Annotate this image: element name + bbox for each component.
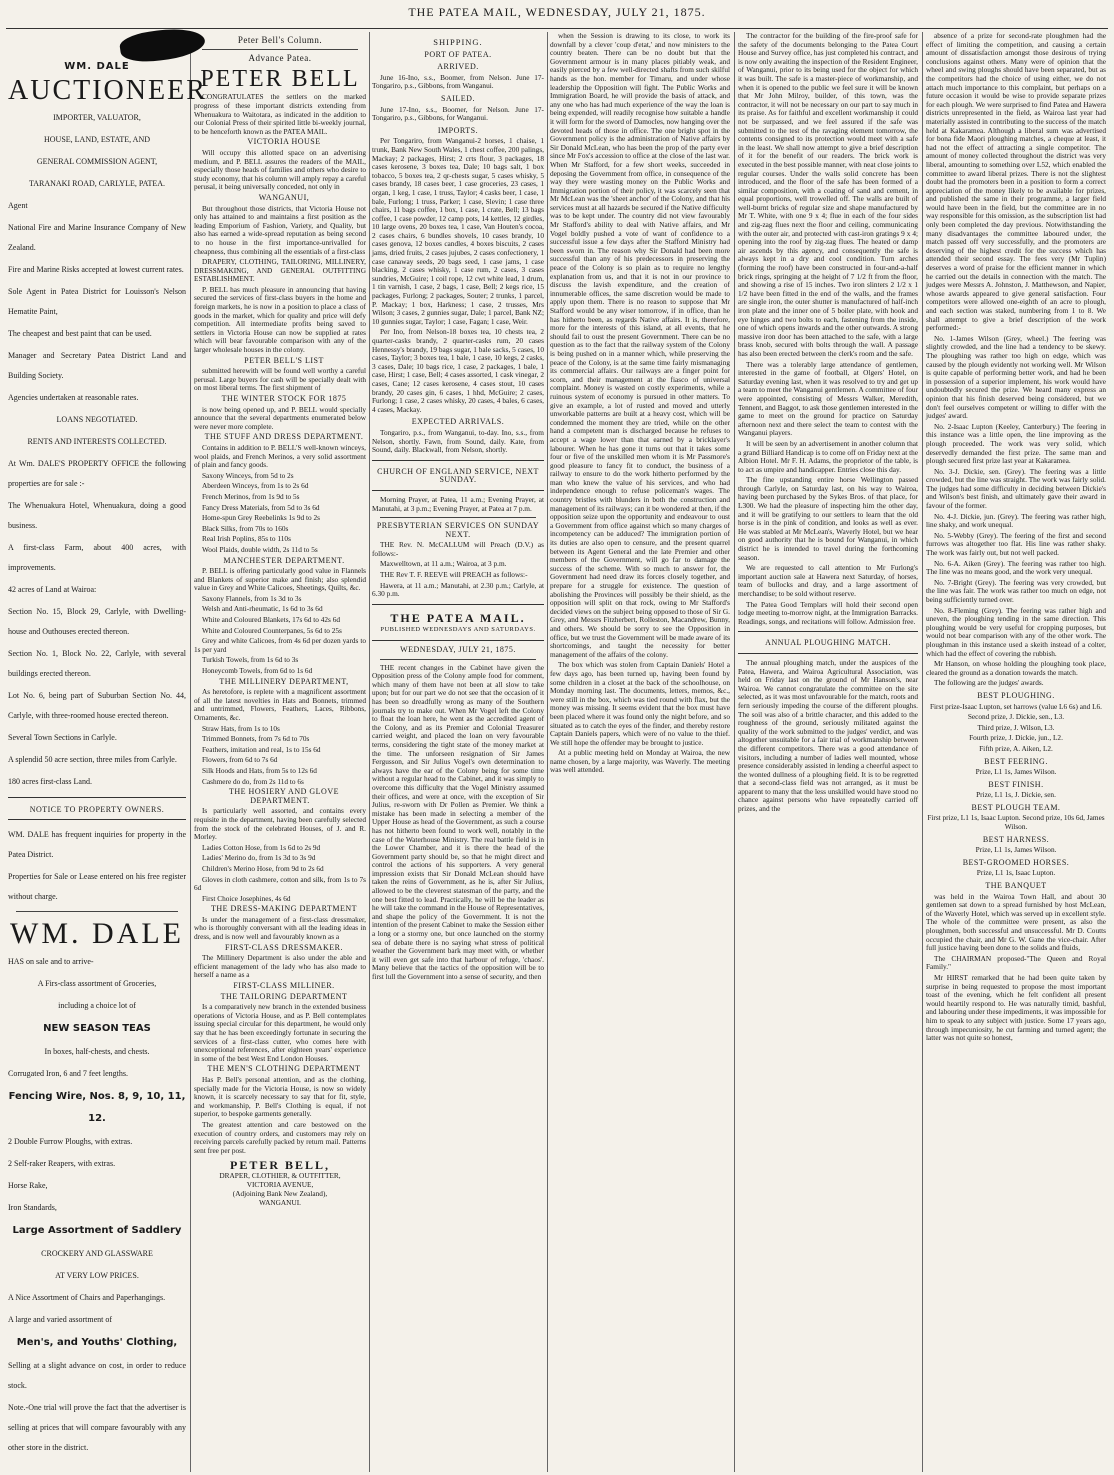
department-heading: THE MEN'S CLOTHING DEPARTMENT — [207, 1064, 361, 1074]
advert-paragraph: Saxony Flannels, from 1s 3d to 3s — [202, 593, 302, 603]
column-rule — [547, 32, 548, 1472]
advert-paragraph: Wool Plaids, double width, 2s 11d to 5s — [202, 544, 318, 554]
advert-paragraph: P. BELL has much pleasure in announcing that having secured the services of first-class buyers in the home and foreign markets, he is now in a position to place a class of goods in the market, which for quality and price will defy competition. All intermediate profits being saved to settlers in Victoria House can now be supplied at rates which will bear favourable comparison with any of the larger wholesale houses in the colony. — [194, 284, 366, 355]
department-heading: THE WINTER STOCK FOR 1875 — [221, 394, 347, 403]
signature-line: VICTORIA AVENUE, — [246, 1179, 314, 1189]
advert-line: LOANS NEGOTIATED. — [56, 415, 138, 425]
advert-paragraph: As heretofore, is replete with a magnificent assortment of all the latest novelties in Hats and Bonnets, trimmed and untrimmed, Flowers, Feathers, Laces, Ribbons, Ornaments, &c. — [194, 687, 366, 722]
department-heading: THE HOSIERY AND GLOVE DEPARTMENT. — [229, 787, 339, 805]
ploughing-entry: No. 2-Isaac Lupton (Keeley, Canterbury.) The feering in this instance was a little open, the line improving as the plough proceeded. The work was very solid, which deservedly demanded the first prize. The same man and plough secured first prize last year at Kakaramea. — [926, 421, 1106, 466]
advert-line: National Fire and Marine Insurance Company of New Zealand. — [8, 223, 186, 253]
advert-paragraph: Is particularly well assorted, and contains every requisite in the department, having been carefully selected from the stock of the celebrated Houses, of J. and R. Morley. — [194, 806, 366, 842]
presbyterian-text: Hawera, at 11 a.m.; Manutahi, at 2.30 p.m.; Carlyle, at 6.30 p.m. — [372, 580, 544, 599]
sale-line: CROCKERY AND GLASSWARE — [41, 1249, 153, 1259]
masthead-subtitle: PUBLISHED WEDNESDAYS AND SATURDAYS. — [380, 626, 536, 634]
advert-paragraph: Ladies' Merino do, from 1s 3d to 3s 9d — [202, 853, 316, 863]
department-heading: THE TAILORING DEPARTMENT — [220, 991, 348, 1001]
news-paragraph: The contractor for the building of the fire-proof safe for the safety of the documents belonging to the Patea Court House and Survey office, has just completed his contract, and is now only awaiting the inspection of the Resident Engineer, of Wanganui, prior to its being used for the object for which it was built. The safe is a master-piece of workmanship, and when it is opened to the public we feel sure it will be known that Mr John Milroy, builder, of this town, was the contractor, it will not be necessary on our part to say much in its praise. As for faithful and excellent workmanship it could not be surpassed, and we feel assured if the safe was submitted to the test of the ravaging element tomorrow, the contents consigned to its protection would meet with a safe in the least. We shall now attempt to give a brief description of it for the benefit of our readers. The brick work is executed in the best possible manner, with neat close joints to regular courses. Under the walls solid concrete has been introduced, and the floor of the safe has been formed of a similar composition, with a coating of sand and cement, in equal proportions, well trowelled off. The walls are built of well-burnt bricks of regular size and shape manufactured by Mr T. White, with one 9 x 4; flue in each of the four sides and zig-zag flues next the floor and ceiling, communicating with the outer air, and protected with cast-iron gratings 9 x 4; opening into the roof by zig-zag flues. The heated or damp air ascends by this agency, and consequently the safe is always kept in a dry and cool condition. Turn arches (forming the roof) have been constructed in four-and-a-half brick rings, springing at the height of 7 1/2 ft from the floor, and showing a rise of 15 inches. Two iron slinters 2 1/2 x 1 1/2 have been fitted in the end of the walls, and the frames are single iron, the outer shutter is manufactured of half-inch iron plate and the inner one of 5 boiler plate, with hook and eye hinges and two bolts to each, fastening from the inside, one of which opens inwards and the other outwards. A strong massive iron door has been attached to the safe, with a large brass knob, secured with bolts through the wall. A passage has also been erected between the clerk's room and the safe. — [738, 31, 919, 358]
best-team-heading: BEST PLOUGH TEAM. — [971, 802, 1061, 812]
advert-paragraph: Has P. Bell's personal attention, and as the clothing, specially made for the Victoria House, is now so widely known, it is scarcely necessary to say that for fit, style, and workmanship, P. Bell's Clothing is equal, if not superior, to bespoke garments generally. — [194, 1074, 366, 1119]
advert-paragraph: Contains in addition to P. BELL'S well-known winceys, wool plaids, and French Merinos, a very solid assortment of plain and fancy goods. — [194, 442, 366, 470]
column-rule — [369, 32, 370, 1472]
sale-line: Large Assortment of Saddlery — [12, 1225, 182, 1237]
column-rule — [190, 32, 191, 1472]
advert-line: Section No. 1, Block No. 22, Carlyle, with several buildings erected thereon. — [8, 649, 186, 679]
advert-paragraph: DRAPERY, CLOTHING, TAILORING, MILLINERY, DRESSMAKING, AND GENERAL OUTFITTING ESTABLISHMENT. — [194, 257, 366, 284]
shipping-heading: SHIPPING. — [433, 37, 483, 47]
department-heading: MANCHESTER DEPARTMENT. — [223, 555, 345, 565]
notice-body — [8, 825, 186, 907]
signature-line: (Adjoining Bank New Zealand), — [232, 1188, 328, 1198]
sale-line: Iron Standards, — [8, 1203, 57, 1213]
advert-line: RENTS AND INTERESTS COLLECTED. — [27, 437, 167, 447]
advert-title: AUCTIONEER — [8, 75, 207, 107]
sale-line: Horse Rake, — [8, 1181, 48, 1191]
best-finish-heading: BEST FINISH. — [988, 779, 1044, 789]
sailed-heading: SAILED. — [441, 93, 475, 103]
column-editorial-continued — [550, 32, 730, 1472]
advert-paragraph: Cashmere do do, from 2s 11d to 6s — [202, 776, 304, 786]
advert-paragraph: The greatest attention and care bestowed on the execution of country orders, and customers may rely on receiving parcels carefully packed by return mail. Patterns sent free per post. — [194, 1119, 366, 1155]
news-paragraph: The Patea Good Templars will hold their second open lodge meeting to-morrow night, at the Immigration Barracks. Readings, songs, and recitations will follow. Admission free. — [738, 599, 918, 626]
news-paragraph: The fine upstanding entire horse Wellington passed through Carlyle, on Saturday last, on his way to Wairoa, having been purchased by the Sykes Bros. of that place, for L300. We had the pleasure of inspecting him the other day, and it will be gratifying to our settlers to learn that the old horse is in the pink of condition, and looks as well as ever. He was stabled at Mr McLean's, Waverly Hotel, but we hear on good authority that he is bound for Wanganui, in which district he is intended to travel during the forthcoming season. — [738, 475, 918, 562]
advert-line: Manager and Secretary Patea District Land and Building Society. — [8, 351, 186, 381]
ploughing-entry: No. 4-J. Dickie, jun. (Grey). The feering was rather high, line shaky, and work unequal. — [926, 511, 1106, 530]
best-team-prize: First prize, L1 1s, Isaac Lupton. Second prize, 10s 6d, James Wilson. — [927, 813, 1105, 832]
divider — [16, 911, 178, 912]
arrived-text: June 16-Ino, s.s., Boomer, from Nelson. June 17-Tongariro, p.s., Gibbons, from Wanganui. — [372, 72, 544, 91]
advert-paragraph: Children's Merino Hose, from 9d to 2s 6d — [202, 863, 324, 873]
advert-paragraph: Home-spun Grey Reebelinks 1s 9d to 2s — [202, 513, 320, 523]
expected-heading: EXPECTED ARRIVALS. — [411, 417, 505, 427]
best-finish-prize: Prize, L1 1s, J. Dickie, sen. — [976, 790, 1056, 800]
advert-line: 180 acres first-class Land. — [8, 777, 92, 787]
news-paragraph: It will be seen by an advertisement in another column that a grand Billiard Handicap is to come off on Friday next at the Albion Hotel. Mr F. H. Adams, the proprietor of the table, is to act as umpire and handicapper. Entries close this day. — [738, 438, 918, 474]
advert-paragraph: Aberdeen Winceys, from 1s to 2s 6d — [202, 481, 309, 491]
sale-line: 2 Double Furrow Ploughs, with extras. — [8, 1137, 133, 1147]
advert-body — [194, 93, 366, 1155]
advert-paragraph: White and Coloured Counterpanes, 5s 6d to 25s — [202, 625, 342, 635]
banquet-paragraph: The CHAIRMAN proposed-"The Queen and Royal Family." — [926, 953, 1106, 972]
prize-line: First prize-Isaac Lupton, set harrows (value L6 6s) and L6. — [929, 701, 1103, 711]
ploughing-entry: Mr Hanson, on whose holding the ploughing took place, cleared the ground as a donation towards the match. — [926, 659, 1106, 677]
advert-paragraph: Is a comparatively new branch in the extended business operations of Victoria House, and as P. Bell contemplates issuing special circular for this department, he would only say that he has been exceedingly fortunate in securing the services of a first-class cutter, who comes here with unexceptional references, after eighteen years' experience in some of the best West End London Houses. — [194, 1002, 366, 1063]
port-heading: PORT OF PATEA. — [424, 49, 492, 59]
department-heading: WANGANUI, — [258, 192, 310, 202]
ploughing-entry: No. 3-J. Dickie, sen. (Grey). The feering was a little crowded, but the line was straight. The work was fairly solid. The judges had some difficulty in deciding between Dickie's and Wilson's best finish, and ultimately gave their award in favour of the former. — [926, 466, 1106, 511]
advertiser-name: WM. DALE — [64, 61, 130, 72]
column-ploughing — [926, 32, 1106, 1472]
presbyterian-text: THE Rev. N. McCALLUM will Preach (D.V.) as follows:- — [372, 540, 544, 558]
department-heading: THE MILLINERY DEPARTMENT, — [219, 676, 349, 686]
advert-paragraph: P. BELL is offering particularly good value in Flannels and Blankets of superior make and finish; also splendid value in Grey and White Calicoes, Sheetings, Quilts, &c. — [194, 566, 366, 593]
editorial-paragraph: THE recent changes in the Cabinet have given the Opposition press of the Colony ample food for comment, which many of them have not been at all slow to take upon; but for our part we do not see that the occasion of it has been so dreadfully wrong as many of the Southern journals try to make out. When Mr Vogel left the Colony to float the loan here, he went as the accredited agent of the Colony, and as its Premier and Colonial Treasurer carried weight, and placed the loan on very favourable terms, considering the tight state of the money market at the time. The unforseen resignation of Sir James Fergusson, and Sir Julius Vogel's own determination to always have the ear of the Colony being for some time without a regular head to the Cabinet, and it was simply to overcome this difficulty that the Vogel Ministry assumed their offices, and were at once, with the exception of Sir Julius, re-sworn with Dr Pollen as Premier. We think a mistake has been made in selecting a member of the Upper House as head of the Government, as such a course has not hitherto been found to work well, notably in the case of the Waterhouse Ministry. The real battle field is in the Lower Chamber, and it is there the head of the Government party should be, so that he might direct and control the actions of his supporters. A very general impression exists that Sir Donald McLean should have taken the reins of Government, as he is, after Sir Julius, allowed to be the cleverest statesman of the party, and the one best fitted to lead. Practically, he will be the leader as he will take the command in the House of Representatives, and shape the policy of the Government. It is not the intention of the present Cabinet to make the Session either a long or a stormy one, but once launched on the stormy sea of debate there is no saying what stress of political weather the Government bark may meet with, or whether it will even get safe into that harbour of refuge, 'chaos'. Many believe that the tactics of the opposition will be to first lull the Government into a sense of security, and then — [372, 662, 544, 981]
column-rule — [922, 32, 923, 1472]
prize-line: Third prize, J. Wilson, L3. — [977, 722, 1055, 732]
department-heading: THE STUFF AND DRESS DEPARTMENT. — [204, 432, 364, 442]
divider — [202, 49, 358, 50]
ploughing-entry: No. 5-Webby (Grey). The feering of the first and second furrows was altogether too flat. His line was rather shaky. The work was fairly out, but not well packed. — [926, 530, 1106, 558]
prize-line: Second prize, J. Dickie, sen., L3. — [967, 712, 1065, 722]
column-peter-bell — [194, 32, 366, 1472]
sale-line: A Firs-class assortment of Groceries, — [37, 979, 157, 989]
advert-paragraph: First Choice Josephines, 4s 6d — [202, 893, 291, 903]
banquet-heading: THE BANQUET — [985, 881, 1047, 891]
advert-paragraph: Honeycomb Towels, from 6d to 1s 6d — [202, 666, 313, 676]
advert-paragraph: submitted herewith will be found well worthy a careful perusal. Large buyers for cash will be specially dealt with on most liberal terms. The first shipment of — [194, 366, 366, 393]
presbyterian-text: Maxwelltown, at 11 a.m.; Wairoa, at 3 p.m. — [380, 559, 507, 569]
editorial-body — [550, 32, 730, 775]
best-groomed-heading: BEST-GROOMED HORSES. — [962, 857, 1070, 867]
advert-line: The cheapest and best paint that can be used. — [8, 329, 152, 339]
column-dale-advert — [8, 32, 207, 1472]
ploughing-entries — [926, 335, 1106, 688]
advert-line: Fire and Marine Risks accepted at lowest current rates. — [8, 265, 184, 275]
signature-line: DRAPER, CLOTHIER, & OUTFITTER, — [219, 1170, 341, 1180]
notice-heading: NOTICE TO PROPERTY OWNERS. — [29, 805, 165, 815]
news-paragraph: At a public meeting held on Monday at Wairoa, the new name chosen, by a large majority, was Waverly. The meeting was well attended. — [550, 748, 730, 775]
best-harness-heading: BEST HARNESS. — [982, 834, 1050, 844]
advert-paragraph: Grey and white Calicoes, from 4s 6d per dozen yards to 1s per yard — [194, 636, 366, 654]
advert-paragraph: Will occupy this allotted space on an advertising medium, and P. BELL assures the readers of the MAIL, especially those heads of families and others who desire to study economy, that his column will amply repay a careful perusal, it being universally conceded, not only in — [194, 147, 366, 192]
best-ploughing-list — [926, 703, 1106, 754]
advert-line: Agent — [8, 201, 28, 211]
best-feering-prize: Prize, L1 1s, James Wilson. — [975, 767, 1057, 777]
column-shipping — [372, 32, 544, 1472]
sale-line: In boxes, half-chests, and chests. — [44, 1047, 150, 1057]
advert-line: Sole Agent in Patea District for Louisson's Nelson Hematite Paint, — [8, 287, 186, 317]
ploughing-entry: The following are the judges' awards. — [934, 678, 1044, 688]
church-heading: CHURCH OF ENGLAND SERVICE, NEXT SUNDAY. — [377, 466, 539, 485]
divider — [380, 659, 536, 660]
department-heading: FIRST-CLASS MILLINER. — [233, 981, 335, 991]
advert-line: IMPORTER, VALUATOR, — [53, 113, 141, 123]
masthead: THE PATEA MAIL, WEDNESDAY, JULY 21, 1875. — [408, 5, 706, 19]
sale-line: Fencing Wire, Nos. 8, 9, 10, 11, 12. — [8, 1091, 186, 1125]
advertiser-name-large: WM. DALE — [10, 917, 184, 951]
ploughing-match-heading: ANNUAL PLOUGHING MATCH. — [765, 638, 891, 648]
department-heading: VICTORIA HOUSE — [247, 137, 321, 147]
ploughing-entry: No. 1-James Wilson (Grey, wheel.) The feering was slightly crowded, and the line had a tendency to be skewy. The ploughing was rather too high on edge, which was caused by the plough evidently not working well. Mr Wilson is quite capable of performing better work, and had he been in possession of a superior implement, his work would have undoubtedly secured the prize. We heard many express an opinion that his finish deserved being considered, but we don't feel ourselves competent or willing to differ with the judges' award. — [926, 333, 1106, 421]
news-body — [738, 32, 918, 626]
presbyterian-text: THE Rev T. F. REEVE will PREACH as follows:- — [380, 570, 528, 580]
arrived-heading: ARRIVED. — [437, 62, 479, 72]
advert-paragraph: Saxony Winceys, from 5d to 2s — [202, 470, 294, 480]
advert-line: Several Town Sections in Carlyle. — [8, 733, 117, 743]
department-heading: FIRST-CLASS DRESSMAKER. — [225, 942, 343, 952]
advert-line: A splendid 50 acre section, three miles from Carlyle. — [8, 755, 177, 765]
sale-line: NEW SEASON TEAS — [43, 1023, 151, 1035]
news-paragraph: We are requested to call attention to Mr Furlong's important auction sale at Hawera next Saturday, of horses, team of bullocks and dray, and a large assortment of merchandise; to be sold without reserve. — [738, 563, 918, 598]
news-paragraph: The box which was stolen from Captain Daniels' Hotel a few days ago, has been turned up, having been found by some children in a closet at the back of the schoolhouse, on Monday morning last. The documents, letters, memos, &c., were still in the box, which was tied round with flax, but the money was missing. It seems evident that the box must have been placed where it was found only the night before, and so situated as to catch the eyes of the finder, and thereby restore Captain Daniels papers, which were of no value to the thief. We still hope the offender may be brought to justice. — [550, 660, 730, 747]
advert-paragraph: Is under the management of a first-class dressmaker, who is thoroughly conversant with all the leading ideas in dress, and is now well and favourably known as a — [194, 914, 366, 942]
advert-line: A first-class Farm, about 400 acres, with improvements. — [8, 543, 186, 573]
banquet-text — [926, 893, 1106, 1043]
sale-line: Selling at a slight advance on cost, in order to reduce stock. — [8, 1361, 186, 1391]
advert-paragraph: But throughout those districts, that Victoria House not only has attained to and maintains a first position as the leading Emporium of Fashion, Variety, and Quality, but also has earned a wide-spread reputation as being second to no house in the first importance-unrivalled for cheapness, thus combining all the essentials of a first-class — [194, 203, 366, 256]
advert-line: Agencies undertaken at reasonable rates. — [8, 393, 139, 403]
advert-paragraph: Silk Hoods and Hats, from 5s to 12s 6d — [202, 765, 317, 775]
advert-paragraph: Feathers, imitation and real, 1s to 15s 6d — [202, 744, 321, 754]
column-local-news — [738, 32, 918, 1472]
advert-paragraph: Straw Hats, from 1s to 10s — [202, 723, 280, 733]
advert-line: HOUSE, LAND, ESTATE, AND — [43, 135, 151, 145]
advert-paragraph: Flowers, from 6d to 7s 6d — [202, 755, 278, 765]
church-text: Morning Prayer, at Patea, 11 a.m.; Evening Prayer, at Manutahi, at 3 p.m.; Evening Prayer, at Patea at 7 p.m. — [372, 494, 544, 513]
divider — [380, 517, 536, 518]
imports-text: Per Tongariro, from Wanganui-2 horses, 1 chaise, 1 trunk, Bank New South Wales, 1 chest coffee, 200 palings, Mackay; 2 packages, Hirst; 2 crts flour, 3 packages, 18 cases kerosene, 3 boxes tea, Dale; 10 bags salt, 1 box tobacco, 5 boxes tea, 2 qr-chests sugar, 5 cases whisky, 5 cases brandy, 18 cases beer, 1 case groceries, 23 cases, 1 organ, 1 keg, 1 case, 1 truss, Taylor; 4 casks beer, 1 case, 1 bale, Furlong; 1 truss, Parker; 1 case, Slevin; 1 case three chairs, 11 bags coffee, 1 box, 1 case, 1 crate, Bell; 13 bags coffee, 1 case powder, 12 camp pots, 14 kettles, 12 girdles, 10 large ovens, 20 boxes tea, 1 case, Van Houten's cocoa, 2 cases chairs, 6 bundles shovels, 10 cases brandy, 10 cases genova, 12 boxes candles, 4 boxes biscuits, 2 cases jams, dried fruits, 2 cases jujubes, 2 cases confectionery, 1 case canaway seeds, 20 bags seed, 1 case jams, 1 case blacking, 2 cases whisky, 1 case rum, 2 cases, 3 cases sundries, McGuire; 1 coil rope, 12 cwt white lead, 1 drum, 1 tin varnish, 1 case, 2 bags, 1 case, Bell; 2 kegs rice, 15 packages, Furlong; 2 packages, Souter; 2 trunks, 1 parcel, P. Mackay; 1 box, Harkness; 1 case, 2 trusses, Mrs Wilson; 3 cases, 2 gunnies sugar, Dale; 1 parcel, Bank NZ; 10 gunnies sugar, Taylor; 1 case, Fagan; 1 case, Weir. — [372, 136, 545, 326]
advert-paragraph: Real Irish Poplins, 85s to 110s — [202, 534, 291, 544]
presbyterian-heading: PRESBYTERIAN SERVICES ON SUNDAY NEXT. — [376, 521, 540, 539]
paper-masthead: THE PATEA MAIL. — [390, 610, 526, 625]
advert-paragraph: CONGRATULATES the settlers on the marked progress of these important districts extending from Whenuakura to Waitotara, as indicated in the addition to our Colonial Press of their spirited little bi-weekly journal, to be henceforth known as the PATEA MAIL. — [194, 92, 366, 136]
sale-line: HAS on sale and to arrive- — [8, 957, 94, 967]
advertiser-name: PETER BELL — [200, 66, 360, 93]
sale-line: A large and varied assortment of — [8, 1315, 113, 1325]
sale-line: AT VERY LOW PRICES. — [55, 1271, 139, 1281]
advert-paragraph: The Millinery Department is also under the able and efficient management of the lady who has also made to herself a name as a — [194, 953, 366, 980]
best-harness-prize: Prize, L1 1s, James Wilson. — [975, 845, 1057, 855]
advert-line: 42 acres of Land at Wairoa: — [8, 585, 97, 595]
news-paragraph: when the Session is drawing to its close, to work its downfall by a clever 'coup d'etat,' and now ministers to the country beaten. There can be no doubt but that the Government armour is in many places pitiably weak, and easily pierced by a few well-directed shafts from such skilful hands as the hon. member for Timaru, and under whose leadership the Opposition will fight. The Public Works and Immigration Board, he will provide the basis of attack, and any one who has had much experience of the way the loan is being expended, will readily recognise how suitable a handle it will form for the sword of Damocles, now hanging over the devoted heads of those in office. The one bright spot in the Government policy is the administration of Native affairs by Sir Donald McLean, who has been the prop of the party ever since Mr Fox's accession to office at the close of the last war. When Mr Stafford, for a few short weeks, succeeded in deposing the Government from office, in consequence of the way they were wasting money on the Public Works and Immigration portion of their policy, it was scarcely seen that Mr McLean was the 'sheet anchor' of the Colony, and that his services must at all hazards be secured if the Native difficulty was to be kept under. The country did not view favourably Mr Stafford's ability to deal with Native affairs, and Mr Vogel boldly pushed a vote of want of confidence to a successful issue a few days after the Stafford Ministry had been sworn in. The reason why Sir Donald had been more successful than any of his predecessors in preserving the peace of the Colony is so plain as to require no lengthy explanation from us, and that it is not in our province to discuss the lavish expenditure, and the creation of innumerable offices, the same discretion would be made to apply upon them. There is no reason to suppose that Mr Stafford would be any wiser tomorrow, if in office, than he has hitherto been, as regards Native affairs. It is, therefore, more for the interests of this island, at all events, that he should fail to oust the present Government. There can be no question as to the fact that the railway system of the Colony is being pushed on in a manner which, while preserving the peace of the Colony, is at the same time fairly mismanaging its commercial affairs. Our railways are a finger point for scorn, and their management at the fiasco of universal complaint. Money is wasted on costly experiments, while a ruinous system of economy is pursued in other matters. To give an example, a lot of rusted and moved and utterly unworkable patterns are built at a heavy cost, which will be condemned the moment they are tried, while on the other hand a competent man is discharged because he refuses to accept a wage lower than that earned by a bricklayer's labourer. When he has gone it turns out that it takes some four or five of the unskilled men whom it is Mr Passmore's good pleasure to fancy fit to conduct, the business of a railway to ensure to do the work hitherto performed by the man who knew the value of his services, and who had independence enough to refuse policeman's wages. The country bristles with blunders in both the construction and management of its railways; can it be wondered at then, if the opposition seize upon the opportunity and endeavour to oust a Government from office against which so many charges of incompetency can be adduced? The immigration portion of its duties are also open to censure, and the present quarrel between its Agent General and the late Premier and other members of the Government, will go far to damage the success of the scheme. With so much to answer for, the Government had need draw its forces closely together, and prepare for a struggle for existence. The question of abolishing the Provinces will possibly be their shield, as the opposition will split on that rock, owing to Mr Stafford's decided views on the subject being opposed to those of Sir G. Grey, and Messrs Fitzherbert, Rolleston, Macandrew, Bunny, and others. We should be sorry to see the Opposition in office, but we trust the Government will be made aware of its shortcomings, and taught the necessity for better management of the affairs of the colony. — [550, 31, 730, 659]
advert-paragraph: Ladies Cotton Hose, from 1s 6d to 2s 9d — [202, 842, 321, 852]
column-subheading: Advance Patea. — [248, 53, 312, 64]
ploughing-entry: No. 7-Bright (Grey). The feering was very crowded, but the line was fair. The work was rather too much on edge, not being sufficiently turned over. — [926, 577, 1106, 604]
sale-line: 2 Self-raker Reapers, with extras. — [8, 1159, 116, 1169]
sale-line: Note.-One trial will prove the fact that the advertiser is selling at prices that will compare favourably with any other store in the district. — [8, 1403, 186, 1453]
advert-line: Lot No. 6, being part of Suburban Section No. 44, Carlyle, with three-roomed house erected thereon. — [8, 691, 186, 721]
issue-date: WEDNESDAY, JULY 21, 1875. — [400, 645, 516, 655]
advert-paragraph: White and Coloured Blankets, 17s 6d to 42s 6d — [202, 615, 341, 625]
ploughing-entry: No. 8-Fleming (Grey). The feering was rather high and uneven, the ploughing tending in the same direction. This ploughing would be very useful for cropping purposes, but would not bear comparison with any of the other work. The ploughman in this instance used a skeith instead of a colter, which had the effect of covering the rubbish. — [926, 605, 1106, 658]
ploughing-entry: No. 6-A. Aiken (Grey). The feering was rather too high. The line was no means good, and the work very unequal. — [926, 558, 1106, 577]
advert-line: Section No. 15, Block 29, Carlyle, with Dwelling-house and Outhouses erected thereon. — [8, 607, 186, 637]
editorial — [372, 664, 544, 982]
advert-line: At Wm. DALE'S PROPERTY OFFICE the following properties are for sale :- — [8, 459, 186, 489]
sale-line: Men's, and Youths' Clothing, — [16, 1337, 178, 1349]
banquet-paragraph: Mr HIRST remarked that he had been quite taken by surprise in being requested to propose the most important toast of the evening, which he felt confident all present would heartily respond to. He was naturally timid, bashful, and labouring under these impediments, it was impossible for him to speak to any subject with justice. Some 17 years ago, through impecuniosity, he cut farming and turned agent; the latter was not quite so honest, — [926, 972, 1106, 1043]
advert-paragraph: is now being opened up, and P. BELL would specially announce that the several departments enumerated below were never more complete. — [194, 404, 366, 431]
ploughing-text: absence of a prize for second-rate ploughmen had the effect of limiting the competition, and causing a certain amount of dissatisfaction amongst those desirous of trying conclusions against others. Many were of opinion that the wheel and swing ploughs should have been separated, but as the competitors had the choice of using either, we do not attach much importance to this complaint, but perhaps on a future occasion it would be wise to provide separate prizes for each plough. We were surprised to find Patea and Hawera districts unrepresented in the field, as Wairoa last year had materially assisted in contributing to the success of the match held at Kakaramea. Although a liberal sum was advertised for bona fide Maori ploughing matches, a cheque at least, it had not the effect of attracting a single competitor. The amount of money collected throughout the district was very liberal, amounting to something over L52, which enabled the committee to award liberal prizes. There is not the slightest doubt had the promoters been in a position to form a correct appreciation of the money likely to be available for prizes, and published the same in their programme, a larger field would have been in the field, but the committee are in no way responsible for this omission, as the subscription list had only been completed the day previous. Notwithstanding the many disadvantages the committee laboured under, the match passed off very successfully, and the promoters are deserving of the highest credit for the success which has attended their second essay. The fees very (Mr Tuplin) deserves a word of praise for the efficient manner in which he carried out the details in connection with the match. The judges were Messrs A. Johnston, J. Matthewson, and Napier, whose awards appeared to give general satisfaction. Four competitors were allowed one-eighth of an acre to plough, and each section was staked, numbering from 1 to 8. We shall attempt to give a brief description of the work performed:- — [926, 31, 1106, 333]
advert-paragraph: Fancy Dress Materials, from 5d to 3s 6d — [202, 502, 320, 512]
sale-line: Corrugated Iron, 6 and 7 feet lengths. — [8, 1069, 128, 1079]
advert-line: TARANAKI ROAD, CARLYLE, PATEA. — [28, 179, 166, 189]
advert-paragraph: Turkish Towels, from 1s 6d to 3s — [202, 655, 299, 665]
advert-paragraph: French Merinos, from 1s 9d to 5s — [202, 491, 300, 501]
signature: PETER BELL, — [229, 1158, 331, 1173]
notice-line: Properties for Sale or Lease entered on his free register without charge. — [8, 872, 186, 902]
column-heading: Peter Bell's Column. — [237, 35, 323, 45]
prize-line: Fifth prize, A. Aiken, L2. — [979, 743, 1053, 753]
news-paragraph: There was a tolerably large attendance of gentlemen, interested in the game of football, at Olgers' Hotel, on Saturday evening last, when it was resolved to try and get up a team to meet the Wanganui gentlemen. A committee of four were appointed, consisting of Messrs Walker, Meredith, Tennent, and Baggot, to ask those gentlemen interested in the game to meet on the ground for practice on Saturday afternoon next and there select the team to contest with the Wanganui players. — [738, 359, 918, 438]
notice-line: WM. DALE has frequent inquiries for property in the Patea District. — [8, 830, 186, 860]
advert-line: The Whenuakura Hotel, Whenuakura, doing a good business. — [8, 501, 186, 531]
advert-paragraph: Trimmed Bonnets, from 7s 6d to 70s — [202, 734, 310, 744]
department-heading: PETER BELL'S LIST — [244, 355, 324, 365]
imports-heading: IMPORTS. — [437, 125, 479, 135]
sale-line: A Nice Assortment of Chairs and Paperhangings. — [8, 1293, 166, 1303]
banquet-paragraph: was held in the Wairoa Town Hall, and about 30 gentlemen sat down to a spread furnished by host McLean, of the Waverly Hotel, which was served up in excellent style. The whole of the committee were present, as also the ploughmen, both successful and unsuccessful. Mr D. Coutts occupied the chair, and Mr G. W. Gane the vice-chair. After full justice having been done to the solids and fluids, — [926, 891, 1106, 953]
advert-paragraph: Black Silks, from 70s to 160s — [202, 523, 289, 533]
advert-line: GENERAL COMMISSION AGENT, — [36, 157, 158, 167]
imports-text: Per Ino, from Nelson-18 boxes tea, 10 chests tea, 2 quarter-casks brandy, 2 quarter-casks rum, 20 cases Hennessy's brandy, 19 bags sugar, 1 bale sacks, 5 cases, 10 cases, Taylor; 3 boxes tea, 1 bale, 1 case, 10 kegs, 2 casks, 3 cases, Dale; 10 bags rice, 1 case, 2 packages, 1 bale, 1 case, Hirst; 1 case, Bell; 4 cases assorted, 1 cask vinegar, 2 cases, Cane; 12 cases kerosene, 4 cases stout, 10 cases brandy, 20 cases gin, 6 cases, 1 hhd, McGuire; 2 cases, Furlong; 1 case, 2 cases whisky, 20 cases, 4 bales, 6 cases, 4 cases, Mackay. — [372, 327, 544, 414]
ploughing-match-text: The annual ploughing match, under the auspices of the Patea, Hawera, and Wairoa Agricultural Association, was held on Friday last on the ground of Mr Hanson's, near Wairoa. We cannot congratulate the committee on the site selected, as it was most unfavourable for the match, roots and fern seriously impeding the course of the different ploughs. The soil was also of a brittle character, and this added to the roughness of the ground, seriously militated against the quality of the work submitted to the judges' verdict, and was altogether unsuitable for a fair trial of workmanship between the different competitors. There was a good attendance of visitors, including a number of ladies well mounted, whose presence considerably assisted in lending a cheerful aspect to the wonted dullness of a ploughing field. It is to be regretted that a second-class field was not arranged, as it must be apparent to many that the less unskilled would have stood no chance against persons who have repeatedly carried off prizes, and the — [738, 657, 918, 814]
advert-paragraph: Welsh and Anti-rheumatic, 1s 6d to 3s 6d — [202, 604, 323, 614]
sailed-text: June 17-Ino, s.s., Boomer, for Nelson. June 17-Tongariro, p.s., Gibbons, for Wanganui. — [372, 104, 544, 123]
expected-text: Tongariro, p.s., from Wanganui, to-day. Ino, s.s., from Nelson, shortly. Fawn, from Sound, daily. Kate, from Sound, daily. Blackwall, from Nelson, shortly. — [372, 427, 544, 455]
sale-line: including a choice lot of — [58, 1001, 136, 1011]
advert-paragraph: Gloves in cloth cashmere, cotton and silk, from 1s to 7s 6d — [194, 874, 366, 893]
best-feering-heading: BEST FEERING. — [984, 756, 1048, 766]
prize-line: Fourth prize, J. Dickie, jun., L2. — [969, 733, 1063, 743]
department-heading: THE DRESS-MAKING DEPARTMENT — [210, 904, 358, 914]
advert-lines — [8, 108, 186, 792]
signature-line: WANGANUI. — [259, 1198, 301, 1208]
sale-list — [8, 952, 186, 1458]
best-groomed-prize: Prize, L1 1s, Isaac Lupton. — [976, 868, 1056, 878]
column-rule — [734, 32, 735, 1472]
best-ploughing-heading: BEST PLOUGHING. — [977, 690, 1055, 700]
